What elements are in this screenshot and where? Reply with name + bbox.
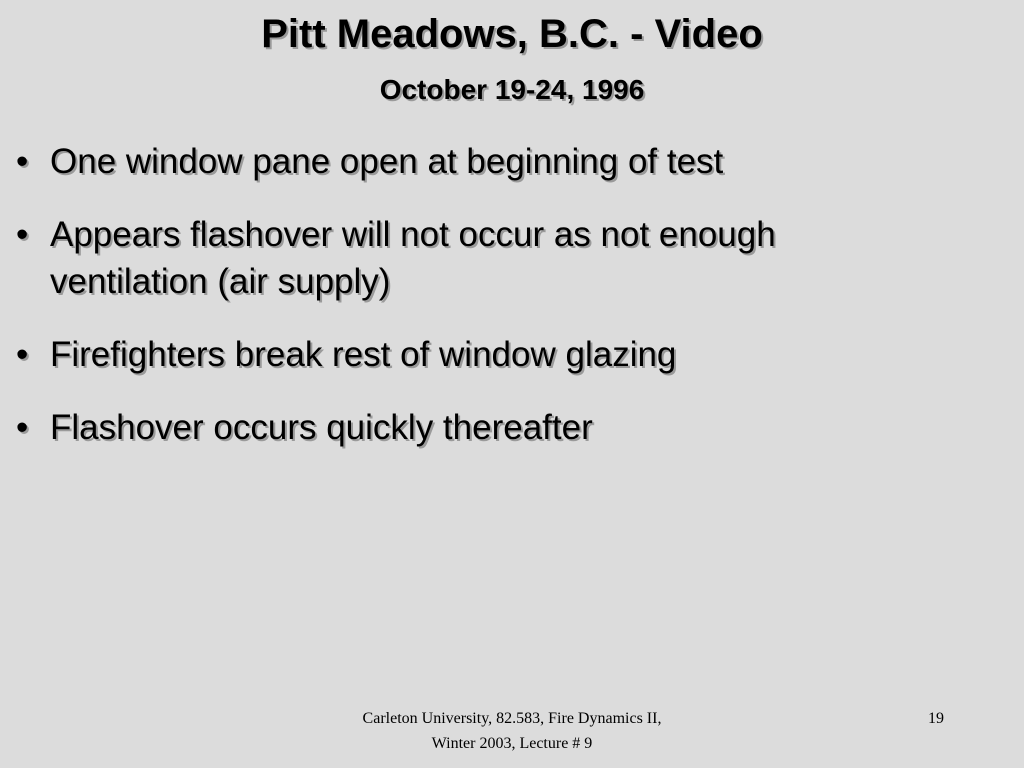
bullet-marker: •	[16, 408, 29, 447]
bullet-text: Appears flashover will not occur as not enough ventilation (air supply)	[50, 215, 776, 301]
bullet-item	[16, 404, 916, 451]
bullet-text: Firefighters break rest of window glazing	[50, 335, 677, 374]
footer-credit: Carleton University, 82.583, Fire Dynamics II, Winter 2003, Lecture # 9	[362, 710, 662, 752]
page-number: 19	[928, 710, 944, 727]
bullet-item	[16, 211, 916, 305]
bullet-marker: •	[16, 142, 29, 181]
bullet-marker: •	[16, 335, 29, 374]
bullet-list	[16, 138, 916, 477]
slide-subtitle: October 19-24, 1996	[379, 74, 645, 105]
bullet-item	[16, 138, 916, 185]
slide-title: Pitt Meadows, B.C. - Video	[261, 12, 763, 56]
bullet-text: One window pane open at beginning of test	[50, 142, 724, 181]
bullet-marker: •	[16, 215, 29, 254]
bullet-item	[16, 331, 916, 378]
bullet-text: Flashover occurs quickly thereafter	[50, 408, 593, 447]
